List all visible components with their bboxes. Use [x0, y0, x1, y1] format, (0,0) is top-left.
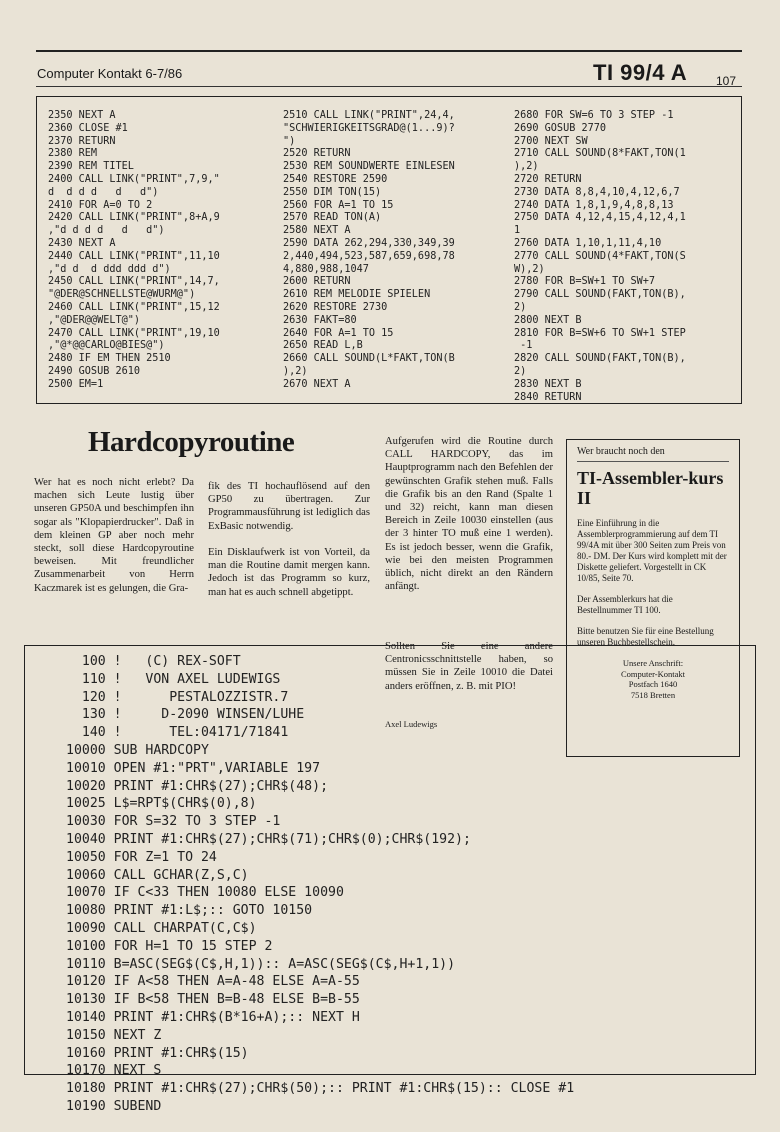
sidebar-paragraph: Eine Einführung in die Assemblerprogrammierung auf dem TI 99/4A mit über 300 Seiten zum Preis von 80.- DM. Der Kurs wird komplett mit der Diskette geliefert. Vorgestellt in CK 10/85, Seite 70.: [577, 518, 727, 583]
sidebar-kicker: Wer braucht noch den: [577, 446, 729, 462]
listing-column-1: 2350 NEXT A 2360 CLOSE #1 2370 RETURN 2380 REM 2390 REM TITEL 2400 CALL LINK("PRINT",7,9," d d d d d d") 2410 FOR A=0 TO 2 2420 CALL LINK("PRINT",8+A,9 ,"d d d d d d") 2430 NEXT A 2440 CALL LINK("PRINT",11,10 ,"d d d ddd ddd d") 2450 CALL LINK("PRINT",14,7, "@DER@SCHNELLSTE@WURM@") 2460 CALL LINK("PRINT",15,12 ,"@DER@@WELT@") 2470 CALL LINK("PRINT",19,10 ,"@*@@CARLO@BIES@") 2480 IF EM THEN 2510 2490 GOSUB 2610 2500 EM=1: [48, 110, 220, 390]
section-title: TI 99/4 A: [593, 60, 688, 85]
listing-column-2: 2510 CALL LINK("PRINT",24,4, "SCHWIERIGKEITSGRAD@(1...9)? ") 2520 RETURN 2530 REM SOUNDWERTE EINLESEN 2540 RESTORE 2590 2550 DIM TON(15) 2560 FOR A=1 TO 15 2570 READ TON(A) 2580 NEXT A 2590 DATA 262,294,330,349,39 2,440,494,523,587,659,698,78 4,880,988,1047 2600 RETURN 2610 REM MELODIE SPIELEN 2620 RESTORE 2730 2630 FAKT=80 2640 FOR A=1 TO 15 2650 READ L,B 2660 CALL SOUND(L*FAKT,TON(B ),2) 2670 NEXT A: [283, 110, 455, 390]
article-paragraph: fik des TI hochauflösend auf den GP50 zu übertragen. Zur Programmausführung ist lediglich das ExBasic notwendig. Ein Disklaufwerk ist von Vorteil, da man die Routine damit mergen kann. Jedoch ist das Programm so kurz, man hat es auch schnell abgetippt.: [208, 481, 370, 598]
article-paragraph: Wer hat es noch nicht erlebt? Da machen sich Leute lustig über unseren GP50A und beschimpfen ihn sogar als "Klopapierdrucker". Daß in dem kleinen GP aber noch mehr steckt, soll diese Hardcopyroutine beweisen. Mit freundlicher Zusammenarbeit von Herrn Kaczmarek ist es gelungen, die Gra-: [34, 477, 194, 594]
article-paragraph: Sollten Sie eine andere Centronicsschnittstelle haben, so müssen Sie in Zeile 10010 die Datei anders eröffnen, z. B. mit PIO!: [385, 641, 553, 692]
header-rule: [36, 86, 742, 87]
article-author: Axel Ludewigs: [385, 719, 438, 729]
sidebar-address: Unsere Anschrift: Computer-Kontakt Postfach 1640 7518 Bretten: [620, 658, 686, 700]
magazine-issue: Computer Kontakt 6-7/86: [37, 66, 183, 81]
hardcopy-listing: 100 ! (C) REX-SOFT 110 ! VON AXEL LUDEWIGS 120 ! PESTALOZZISTR.7 130 ! D-2090 WINSEN/LUHE 140 ! TEL:04171/71841 10000 SUB HARDCOPY 10010 OPEN #1:"PRT",VARIABLE 197 10020 PRINT #1:CHR$(27);CHR$(48); 10025 L$=RPT$(CHR$(0),8) 10030 FOR S=32 TO 3 STEP -1 10040 PRINT #1:CHR$(27);CHR$(71);CHR$(0);CHR$(192); 10050 FOR Z=1 TO 24 10060 CALL GCHAR(Z,S,C) 10070 IF C<33 THEN 10080 ELSE 10090 10080 PRINT #1:L$;:: GOTO 10150 10090 CALL CHARPAT(C,C$) 10100 FOR H=1 TO 15 STEP 2 10110 B=ASC(SEG$(C$,H,1)):: A=ASC(SEG$(C$,H+1,1)) 10120 IF A<58 THEN A=A-48 ELSE A=A-55 10130 IF B<58 THEN B=B-48 ELSE B=B-55 10140 PRINT #1:CHR$(B*16+A);:: NEXT H 10150 NEXT Z 10160 PRINT #1:CHR$(15) 10170 NEXT S 10180 PRINT #1:CHR$(27);CHR$(50);:: PRINT #1:CHR$(15):: CLOSE #1 10190 SUBEND: [66, 654, 575, 1114]
sidebar-title: TI-Assembler-kurs II: [577, 468, 724, 508]
listing-column-3: 2680 FOR SW=6 TO 3 STEP -1 2690 GOSUB 2770 2700 NEXT SW 2710 CALL SOUND(8*FAKT,TON(1 ),2) 2720 RETURN 2730 DATA 8,8,4,10,4,12,6,7 2740 DATA 1,8,1,9,4,8,8,13 2750 DATA 4,12,4,15,4,12,4,1 1 2760 DATA 1,10,1,11,4,10 2770 CALL SOUND(4*FAKT,TON(S W),2) 2780 FOR B=SW+1 TO SW+7 2790 CALL SOUND(FAKT,TON(B), 2) 2800 NEXT B 2810 FOR B=SW+6 TO SW+1 STEP -1 2820 CALL SOUND(FAKT,TON(B), 2) 2830 NEXT B 2840 RETURN: [514, 110, 686, 403]
sidebar-paragraph: Bitte benutzen Sie für eine Bestellung unseren Buchbestellschein.: [577, 626, 714, 647]
article-paragraph: Aufgerufen wird die Routine durch CALL HARDCOPY, das im Hauptprogramm nach den Befehlen der gewünschten Grafik stehen muß. Falls die Grafik bis an den Rand (Spalte 1 und 32) reicht, kann man diesen Bereich in Zeile 10030 einstellen (aus der 3 hinter TO muß eine 1 werden). Es ist jedoch besser, wenn die Grafik, wie bei den meisten Programmen üblich, nicht direkt an den Rändern anfängt.: [385, 436, 553, 593]
article-headline: Hardcopyroutine: [88, 426, 295, 458]
sidebar-paragraph: Der Assemblerkurs hat die Bestellnummer TI 100.: [577, 594, 673, 615]
header-top-rule: [36, 50, 742, 52]
page-number: 107: [716, 74, 737, 88]
